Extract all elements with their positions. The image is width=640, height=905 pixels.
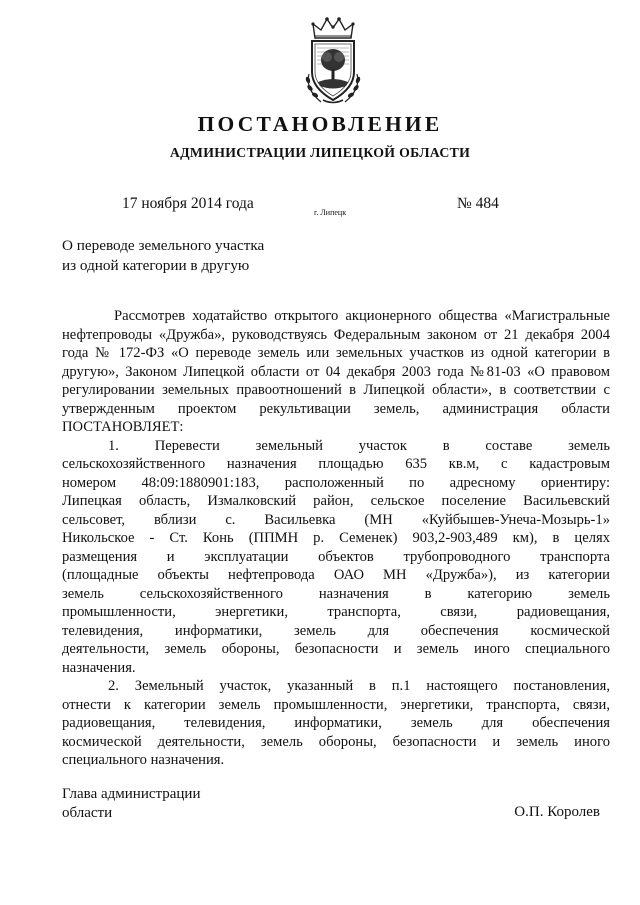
document-subject: [62, 236, 362, 276]
body-line: другую», Законом Липецкой области от 04 декабря 2003 года №81-03 «О правовом: [62, 363, 610, 380]
body-line: ПОСТАНОВЛЯЕТ:: [62, 419, 184, 435]
subject-line: из одной категории в другую: [62, 257, 250, 274]
body-line: земель сельскохозяйственного назначения в категорию земель: [62, 585, 610, 602]
document-date: 17 ноября 2014 года: [122, 195, 254, 212]
body-line: радиовещания, телевидения, информатики, земель для обеспечения: [62, 715, 610, 731]
coat-of-arms-icon: [299, 14, 367, 106]
signatory-name: О.П. Королев: [514, 804, 600, 820]
body-line: деятельности, земель обороны, безопасности и земель иного специального: [62, 641, 610, 657]
body-line: года № 172-ФЗ «О переводе земель или земельных участков из одной категории в: [62, 345, 610, 361]
body-line: Липецкая область, Измалковский район, сельское поселение Васильевский: [62, 493, 610, 509]
body-line: 1. Перевести земельный участок в составе земель: [108, 437, 610, 454]
body-line: сельскохозяйственного назначения площадью 635 кв.м, с кадастровым: [62, 456, 610, 472]
body-line: Рассмотрев ходатайство открытого акционерного общества «Магистральные: [114, 308, 610, 324]
body-line: телевидения, информатики, земель для обеспечения космической: [62, 622, 610, 639]
signatory-title: [62, 785, 200, 823]
body-line: номером 48:09:1880901:183, расположенный по адресному ориентиру:: [62, 474, 610, 491]
body-line: специального назначения.: [62, 752, 225, 768]
body-line: сельсовет, вблизи с. Васильевка (МН «Куйбышев-Унеча-Мозырь-1»: [62, 511, 610, 528]
document-body: [62, 307, 610, 770]
body-line: нефтепроводы «Дружба», руководствуясь Федеральным законом от 21 декабря 2004: [62, 326, 610, 343]
body-line: назначения.: [62, 659, 136, 676]
body-line: утвержденным проектом рекультивации земель, администрация области: [62, 400, 610, 417]
signatory-title-line: Глава администрации: [62, 786, 201, 802]
body-line: размещения и эксплуатации объектов трубопроводного транспорта: [62, 548, 610, 565]
body-line: Никольское - Ст. Конь (ППМН р. Семенек) 903,2-903,489 км), в целях: [62, 530, 610, 546]
document-title: ПОСТАНОВЛЕНИЕ: [197, 112, 443, 136]
body-line: отнести к категории земель промышленности, энергетики, транспорта, связи,: [62, 696, 610, 713]
body-line: (площадные объекты нефтепровода ОАО МН «Дружба»), из категории: [62, 567, 610, 583]
document-subtitle: АДМИНИСТРАЦИИ ЛИПЕЦКОЙ ОБЛАСТИ: [169, 145, 471, 160]
signatory-title-line: области: [62, 805, 113, 821]
body-line: 2. Земельный участок, указанный в п.1 настоящего постановления,: [108, 678, 610, 694]
subject-line: О переводе земельного участка: [62, 237, 265, 254]
body-line: промышленности, энергетики, транспорта, связи, радиовещания,: [62, 604, 610, 620]
body-line: космической деятельности, земель обороны, безопасности и земель иного: [62, 733, 610, 750]
body-line: регулировании земельных правоотношений в Липецкой области», в соответствии с: [62, 382, 610, 398]
document-place: г. Липецк: [314, 208, 347, 217]
document-number: № 484: [457, 195, 499, 212]
